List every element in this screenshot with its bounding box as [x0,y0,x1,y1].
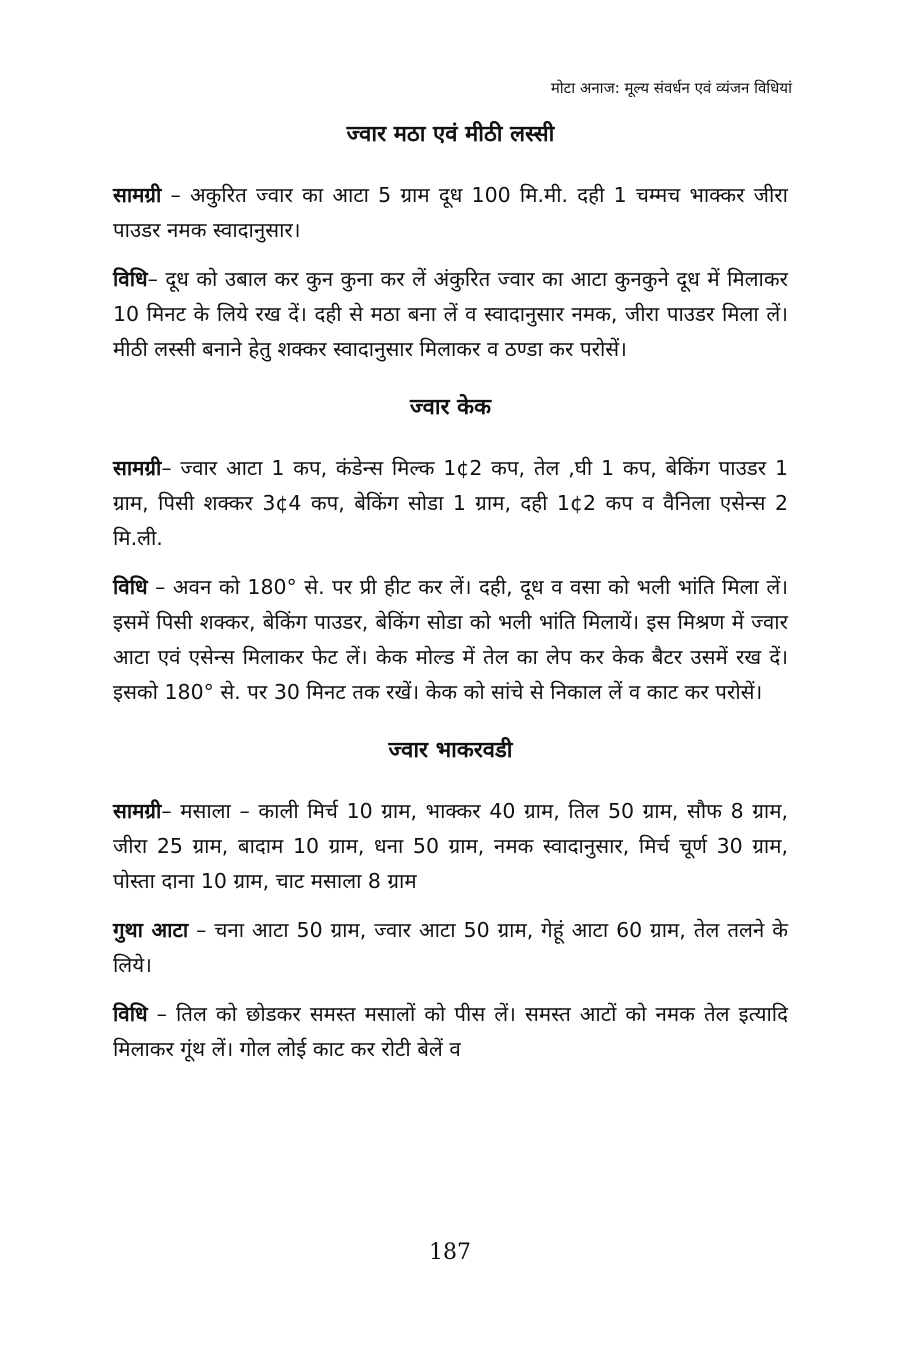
recipe-jowar-bhakarwadi [113,734,788,1067]
recipe-title: ज्वार भाकरवडी [388,738,513,763]
paragraph-text: – अवन को 180° से. पर प्री हीट कर लें। दही, दूध व वसा को भली भांति मिला लें। इसमें पिसी शक्कर, बेकिंग पाउडर, बेकिंग सोडा को भली भांति मिलायें। इस मिश्रण में ज्वार आटा एवं एसेन्स मिलाकर फेट लें। केक मोल्ड में तेल का लेप कर केक बैटर उसमें रख दें। इसको 180° से. पर 30 मिनट तक रखें। केक को सांचे से निकाल लें व काट कर परोसें। [113,575,788,704]
paragraph-label: सामग्री [113,183,162,207]
paragraph-text: – दूध को उबाल कर कुन कुना कर लें अंकुरित ज्वार का आटा कुनकुने दूध में मिलाकर 10 मिनट के लिये रख दें। दही से मठा बना लें व स्वादानुसार नमक, जीरा पाउडर मिला लें। मीठी लस्सी बनाने हेतु शक्कर स्वादानुसार मिलाकर व ठण्डा कर परोसें। [113,267,788,361]
ingredients-paragraph [113,178,788,248]
running-head: मोटा अनाज: मूल्य संवर्धन एवं व्यंजन विधियां [550,79,792,97]
paragraph-text: – मसाला – काली मिर्च 10 ग्राम, भाक्कर 40 ग्राम, तिल 50 ग्राम, सौफ 8 ग्राम, जीरा 25 ग्राम, बादाम 10 ग्राम, धना 50 ग्राम, नमक स्वादानुसार, मिर्च चूर्ण 30 ग्राम, पोस्ता दाना 10 ग्राम, चाट मसाला 8 ग्राम [113,799,788,893]
paragraph-label: गुथा आटा [113,918,189,942]
recipe-title: ज्वार केक [410,395,491,420]
dough-paragraph [113,913,788,983]
ingredients-paragraph [113,451,788,556]
method-paragraph [113,570,788,710]
paragraph-label: विधि [113,575,148,599]
page-content [113,118,788,1081]
paragraph-label: सामग्री [113,799,162,823]
paragraph-text: – अकुरित ज्वार का आटा 5 ग्राम दूध 100 मि.मी. दही 1 चम्मच भाक्कर जीरा पाउडर नमक स्वादानुसार। [113,183,788,242]
paragraph-label: विधि [113,267,148,291]
recipe-title: ज्वार मठा एवं मीठी लस्सी [346,122,555,147]
paragraph-text: – तिल को छोडकर समस्त मसालों को पीस लें। समस्त आटों को नमक तेल इत्यादि मिलाकर गूंथ लें। गोल लोई काट कर रोटी बेलें व [113,1002,788,1061]
ingredients-paragraph [113,794,788,899]
paragraph-text: – ज्वार आटा 1 कप, कंडेन्स मिल्क 1¢2 कप, तेल ,घी 1 कप, बेकिंग पाउडर 1 ग्राम, पिसी शक्कर 3¢4 कप, बेकिंग सोडा 1 ग्राम, दही 1¢2 कप व वैनिला एसेन्स 2 मि.ली. [113,456,788,550]
paragraph-label: सामग्री [113,456,162,480]
paragraph-label: विधि [113,1002,148,1026]
method-paragraph [113,262,788,367]
recipe-jowar-matha-lassi [113,118,788,367]
page-number: 187 [429,1240,471,1265]
recipe-jowar-cake [113,391,788,710]
paragraph-text: – चना आटा 50 ग्राम, ज्वार आटा 50 ग्राम, गेहूं आटा 60 ग्राम, तेल तलने के लिये। [113,918,788,977]
method-paragraph [113,997,788,1067]
